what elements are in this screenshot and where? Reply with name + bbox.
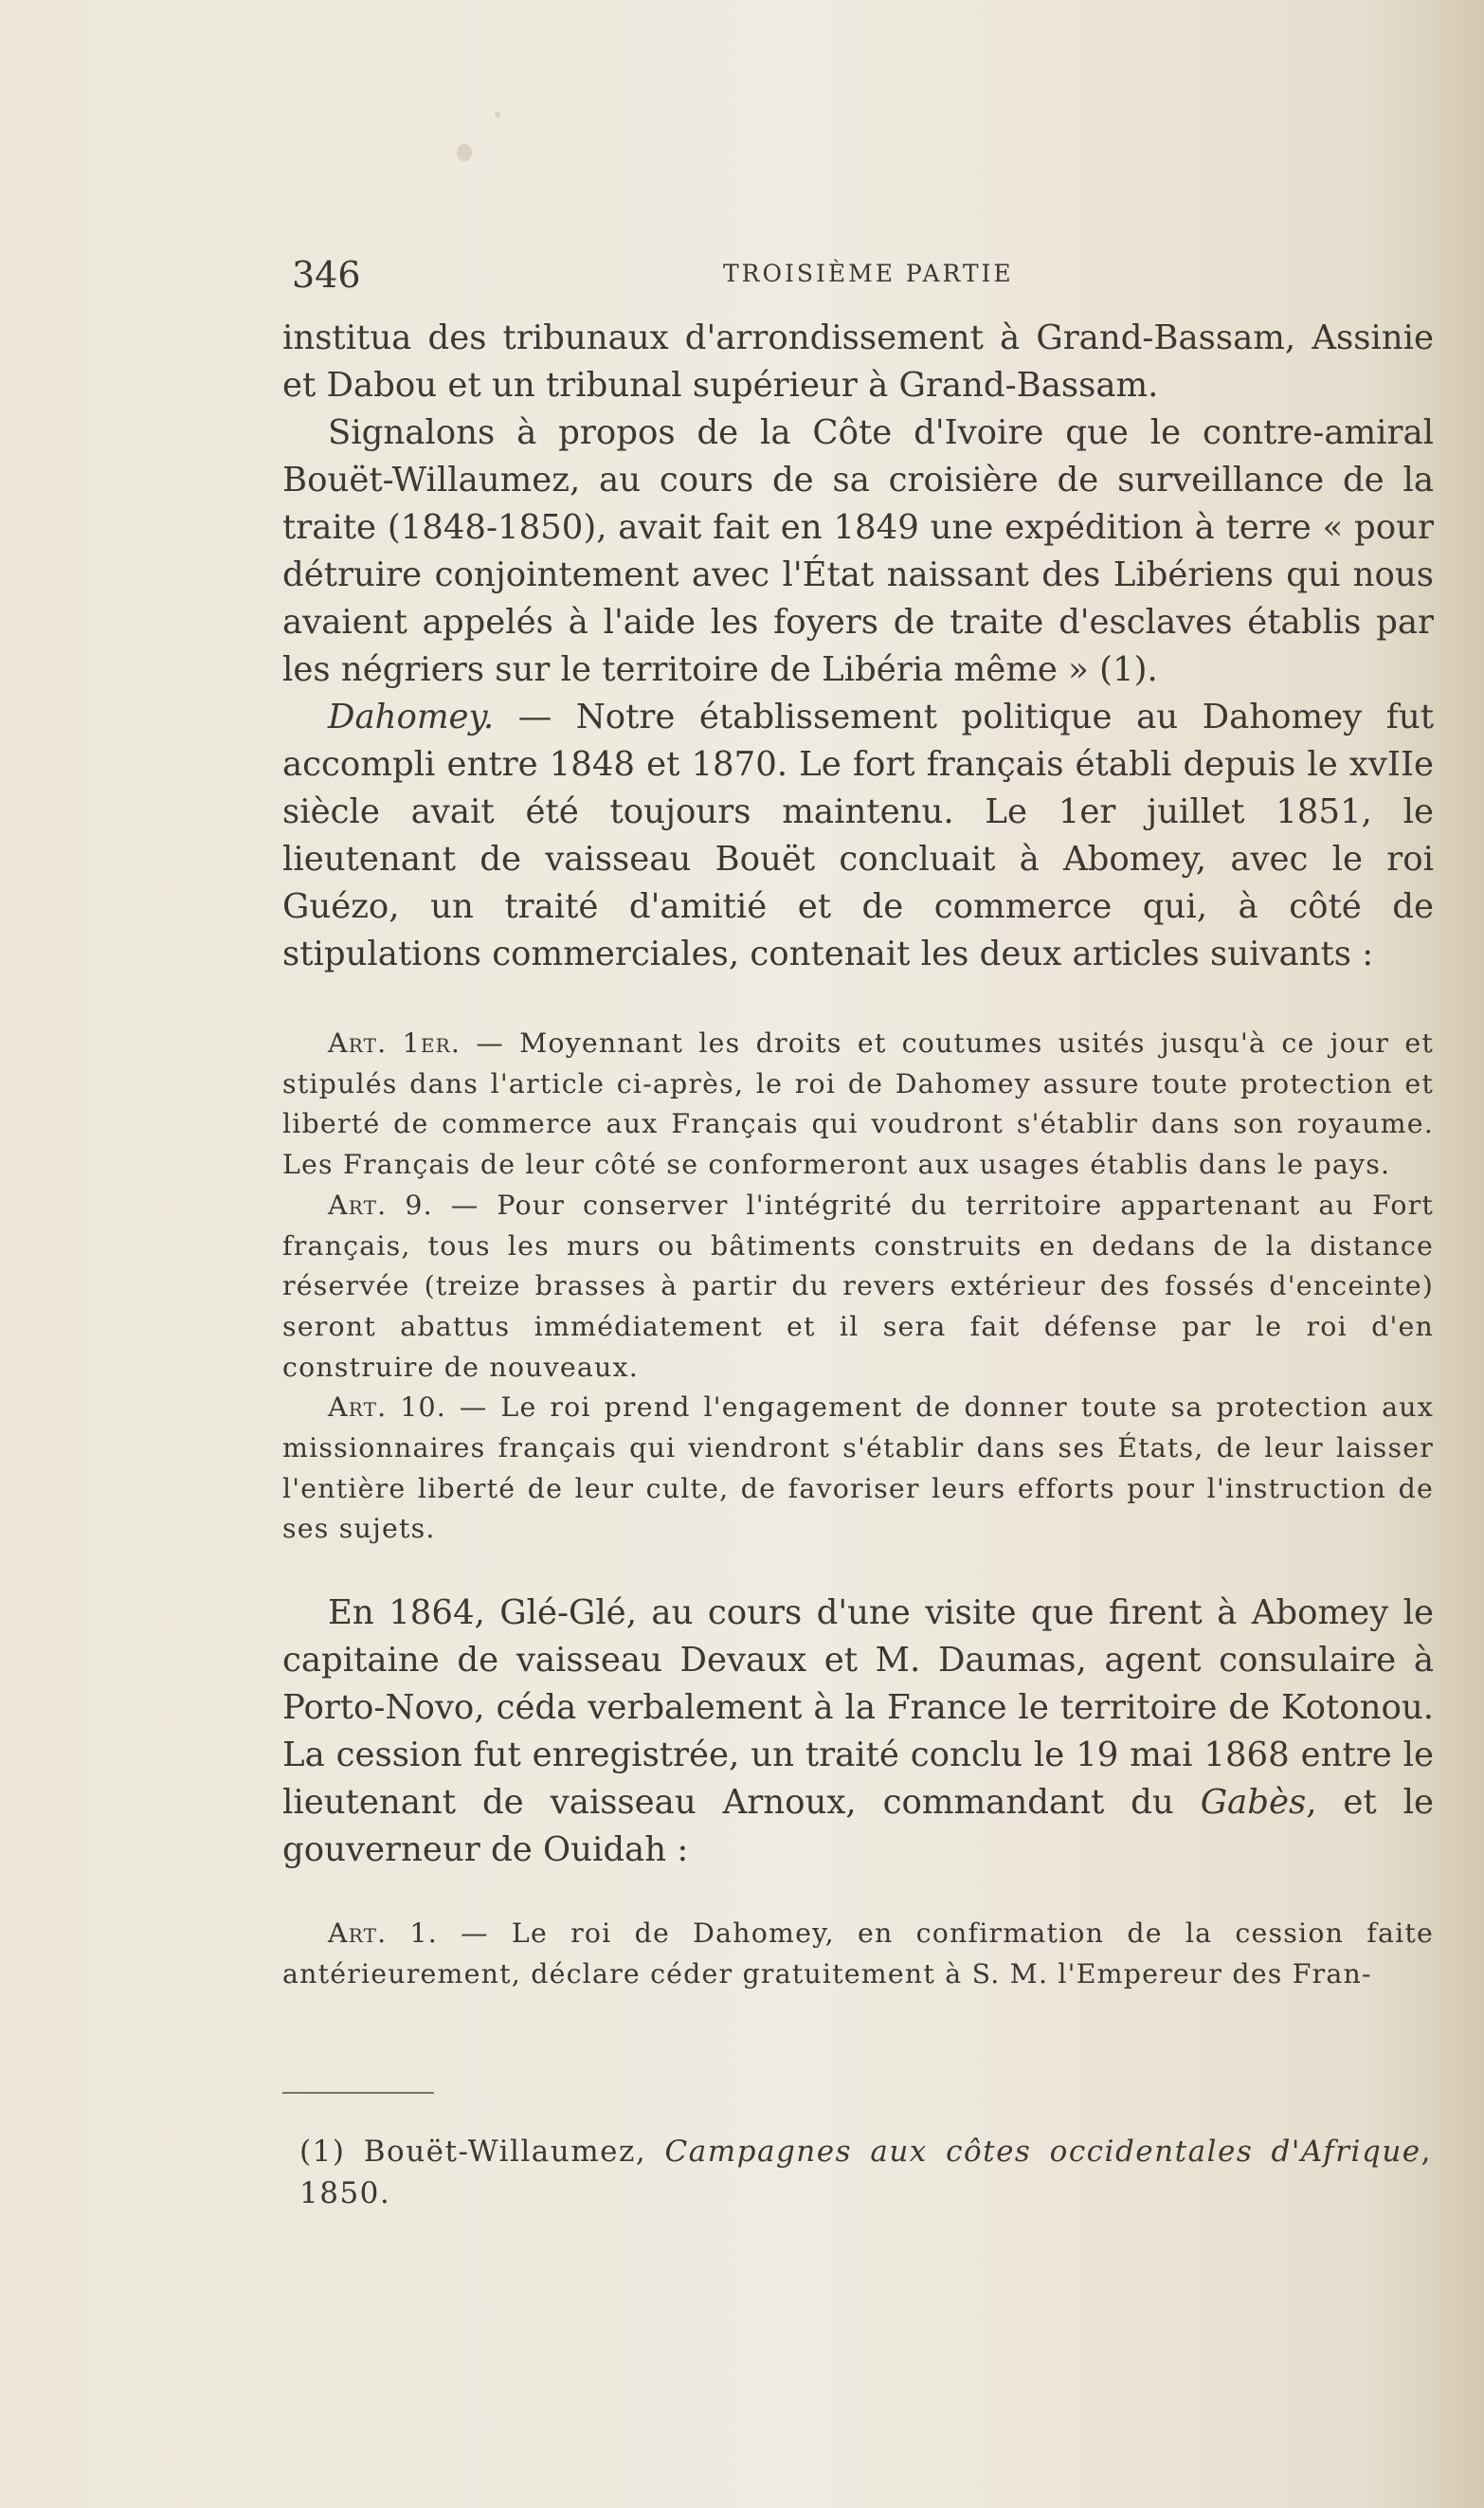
paragraph: Signalons à propos de la Côte d'Ivoire que le contre-amiral Bouët-Willaumez, au cours de sa croisière de surveillance de la traite (1848-1850), avait fait en 1849 une expédition à terre « pour détruire conjointement avec l'État naissant des Libériens qui nous avaient appelés à l'aide les foyers de traite d'esclaves établis par les négriers sur le territoire de Libéria même » (1). [282, 413, 1434, 689]
article-label: Art. 1. [328, 1917, 439, 1950]
treaty-article [282, 1914, 1434, 1994]
article-label: Art. 10. [328, 1391, 447, 1424]
footnote [299, 2131, 1432, 2214]
footnote-author: Bouët-Willaumez, [345, 2135, 665, 2169]
paragraph [282, 694, 1434, 978]
article-text: — Moyennant les droits et coutumes usités jusqu'à ce jour et stipulés dans l'article ci-après, le roi de Dahomey assure toute protection et liberté de commerce aux Français qui voudront s'établir dans son royaume. Les Français de leur côté se conformeront aux usages établis dans le pays. [282, 1027, 1434, 1181]
footnote-marker: (1) [299, 2135, 346, 2169]
treaty-article [282, 1186, 1434, 1389]
article-label: Art. 9. [328, 1189, 433, 1221]
ship-name: Gabès [1200, 1783, 1307, 1823]
page-header [292, 254, 1420, 300]
paragraph-text: En 1864, Glé-Glé, au cours d'une visite que firent à Abomey le capitaine de vaisseau Devaux et M. Daumas, agent consulaire à Porto-Novo, céda verbalement à la France le territoire de Kotonou. La cession fut enregistrée, un traité conclu le 19 mai 1868 entre le lieutenant de vaisseau Arnoux, commandant du [282, 1593, 1434, 1823]
article-text: — Le roi prend l'engagement de donner toute sa protection aux missionnaires français qui viendront s'établir dans ses États, de leur laisser l'entière liberté de leur culte, de favoriser leurs efforts pour l'instruction de ses sujets. [282, 1391, 1434, 1545]
article-text: — Pour conserver l'intégrité du territoire appartenant au Fort français, tous les murs ou bâtiments construits en dedans de la distance réservée (treize brasses à partir du revers extérieur des fossés d'enceinte) seront abattus immédiatement et il sera fait défense par le roi d'en construire de nouveaux. [282, 1189, 1434, 1383]
paper-spot [457, 144, 472, 161]
page-number: 346 [292, 254, 361, 296]
footnote-title: Campagnes aux côtes occidentales d'Afrique [664, 2135, 1421, 2169]
paper-spot [495, 112, 500, 118]
article-label: Art. 1er. [328, 1027, 461, 1059]
treaty-article [282, 1388, 1434, 1550]
page-body [282, 315, 1434, 1995]
paragraph-text: , et le gouverneur de Ouidah : [282, 1783, 1434, 1870]
section-label: Dahomey. [328, 698, 495, 736]
article-text: — Le roi de Dahomey, en confirmation de la cession faite antérieurement, déclare céder gratuitement à S. M. l'Empereur des Fran- [282, 1917, 1434, 1990]
footnote-divider [282, 2092, 434, 2094]
running-title: TROISIÈME PARTIE [723, 260, 1014, 287]
paragraph [282, 1590, 1434, 1874]
treaty-article [282, 1024, 1434, 1186]
footnote-year: , 1850. [299, 2135, 1432, 2210]
paragraph-text: — Notre établissement politique au Dahomey fut accompli entre 1848 et 1870. Le fort français établi depuis le xvIIe siècle avait été toujours maintenu. Le 1er juillet 1851, le lieutenant de vaisseau Bouët concluait à Abomey, avec le roi Guézo, un traité d'amitié et de commerce qui, à côté de stipulations commerciales, contenait les deux articles suivants : [282, 698, 1434, 973]
paragraph: institua des tribunaux d'arrondissement à Grand-Bassam, Assinie et Dabou et un tribunal supérieur à Grand-Bassam. [282, 318, 1434, 405]
